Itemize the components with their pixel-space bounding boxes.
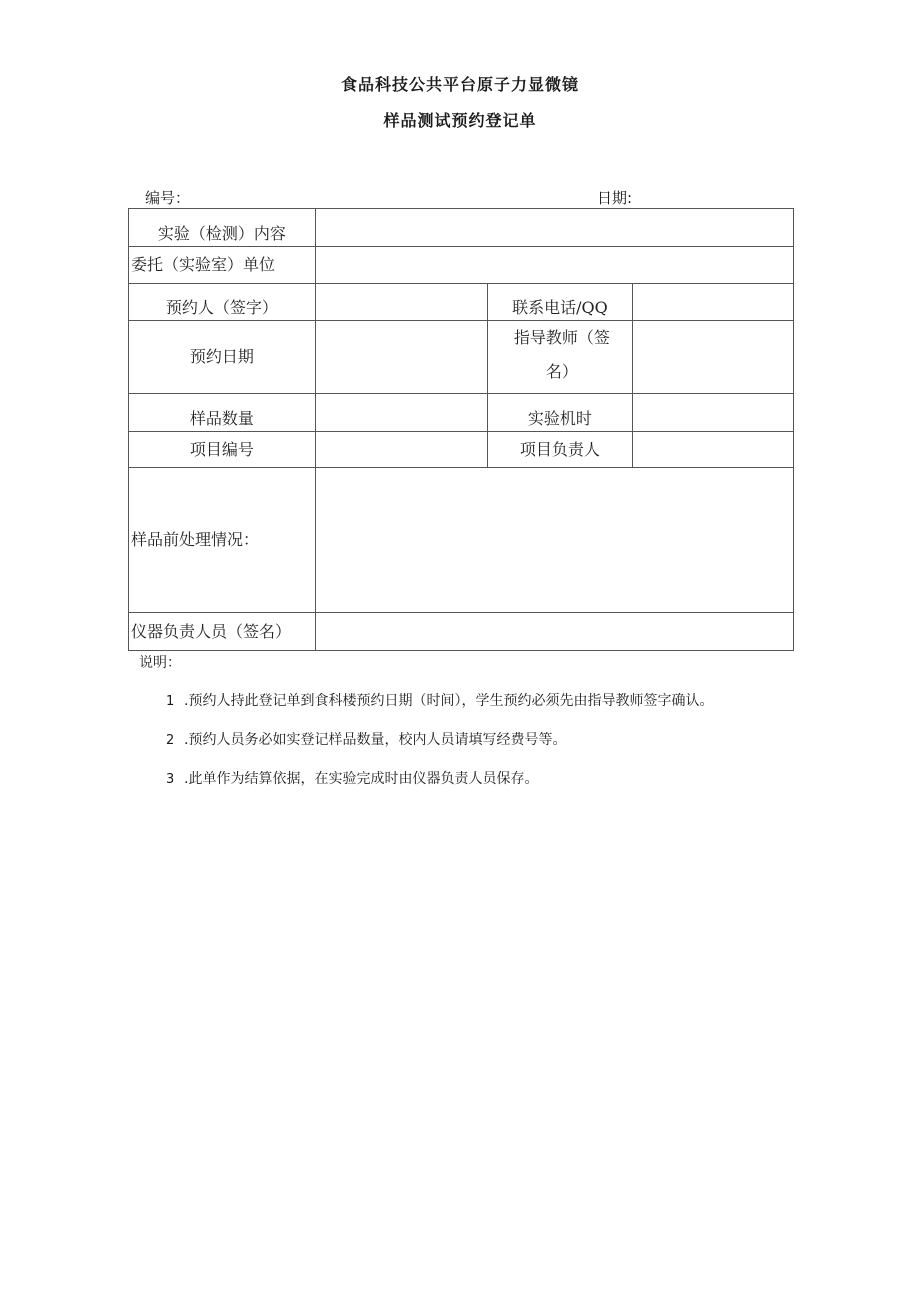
pretreatment-label: 样品前处理情况： xyxy=(129,468,316,613)
instrument-manager-field[interactable] xyxy=(315,613,793,651)
machine-hours-field[interactable] xyxy=(633,394,794,432)
project-leader-field[interactable] xyxy=(633,432,794,468)
project-number-label: 项目编号 xyxy=(129,432,316,468)
table-row xyxy=(129,432,794,468)
table-row xyxy=(129,247,794,284)
serial-number-label: 编号： xyxy=(145,189,191,207)
instrument-manager-label: 仪器负责人员（签名） xyxy=(129,613,316,651)
machine-hours-label: 实验机时 xyxy=(487,394,633,432)
contact-field[interactable] xyxy=(633,284,794,321)
table-row xyxy=(129,394,794,432)
table-row xyxy=(129,284,794,321)
note-number: 1 xyxy=(166,694,175,709)
note-number: 3 xyxy=(166,772,175,787)
registration-table xyxy=(128,208,794,651)
entrusting-unit-field[interactable] xyxy=(315,247,793,284)
booking-date-field[interactable] xyxy=(315,321,487,394)
note-text: .预约人持此登记单到食科楼预约日期（时间），学生预约必须先由指导教师签字确认。 xyxy=(184,693,714,709)
entrusting-unit-label: 委托（实验室）单位 xyxy=(129,247,316,284)
experiment-content-field[interactable] xyxy=(315,209,793,247)
note-item xyxy=(166,768,538,788)
note-item xyxy=(166,690,713,710)
sample-count-field[interactable] xyxy=(315,394,487,432)
form-subtitle: 样品测试预约登记单 xyxy=(383,111,537,130)
experiment-content-label: 实验（检测）内容 xyxy=(129,209,316,247)
note-number: 2 xyxy=(166,733,175,748)
table-row xyxy=(129,468,794,613)
advisor-label: 指导教师（签名） xyxy=(513,328,610,381)
booker-field[interactable] xyxy=(315,284,487,321)
advisor-field[interactable] xyxy=(633,321,794,394)
sample-count-label: 样品数量 xyxy=(129,394,316,432)
notes-heading: 说明： xyxy=(139,655,181,671)
table-row xyxy=(129,613,794,651)
table-row xyxy=(129,321,794,394)
table-row xyxy=(129,209,794,247)
note-text: .此单作为结算依据，在实验完成时由仪器负责人员保存。 xyxy=(184,771,539,787)
note-item xyxy=(166,729,566,749)
pretreatment-field[interactable] xyxy=(315,468,793,613)
form-title: 食品科技公共平台原子力显微镜 xyxy=(340,75,579,94)
project-number-field[interactable] xyxy=(315,432,487,468)
project-leader-label: 项目负责人 xyxy=(487,432,633,468)
booker-label: 预约人（签字） xyxy=(129,284,316,321)
contact-label: 联系电话/QQ xyxy=(487,284,633,321)
note-text: .预约人员务必如实登记样品数量，校内人员请填写经费号等。 xyxy=(184,732,567,748)
date-label: 日期: xyxy=(597,189,633,207)
booking-date-label: 预约日期 xyxy=(129,321,316,394)
